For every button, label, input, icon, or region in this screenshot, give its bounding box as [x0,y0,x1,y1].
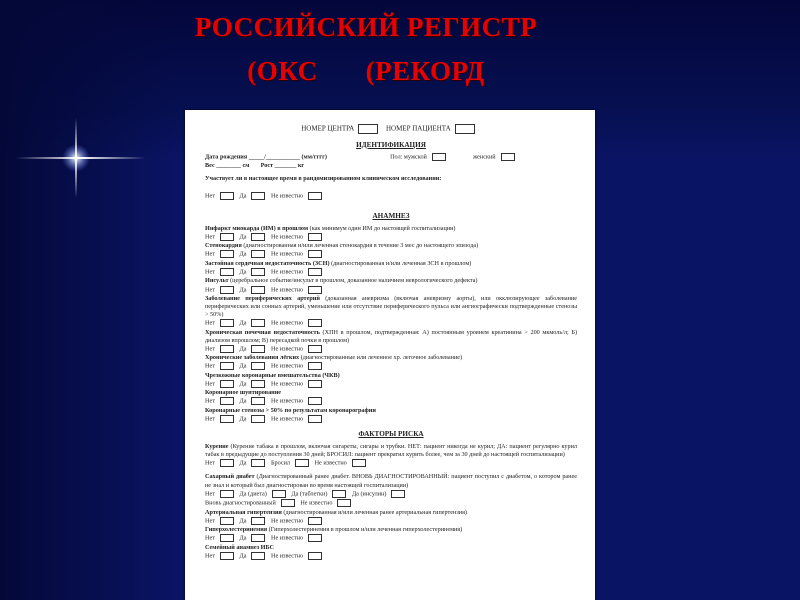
birth-sex-row [205,153,577,161]
family-question: Семейный анамнез ИБС [205,543,274,551]
chf-yes-checkbox[interactable] [251,268,265,276]
cabg-answers: Нет Да Не известно [205,397,577,405]
height-field[interactable]: Рост _______ кг [260,161,305,169]
stenosis-question: Коронарные стенозы > 50% по результатам коронарографии [205,406,376,414]
smoking-no-checkbox[interactable] [220,459,234,467]
stenosis-answers: Нет Да Не известно [205,415,577,423]
pad-question: Заболевание периферических артерий (доказанная аневризма (включая аневризму аорты), или окклюзирующее заболевание периферических или сонных артерий, уменьшение или отсутствие периферического пульса или ангиографически подтвержденные стенозы > 50%) [205,295,577,319]
diabetes-unknown-checkbox[interactable] [337,499,351,507]
slide-title-line2 [0,56,766,87]
cabg-no-checkbox[interactable] [220,397,234,405]
cabg-question: Коронарное шунтирование [205,389,282,397]
diabetes-new-checkbox[interactable] [281,499,295,507]
smoking-question: Курение (Курение табака в прошлом, включая сигареты, сигары и трубки. НЕТ: пациент никогда не курил; ДА: пациент регулярно курил табак в предыдущие до поступления 30 дней; БРОСИЛ: пациент прекратил курить более, чем за 30 дней до настоящей госпитализации) [205,442,577,458]
sex-female-checkbox[interactable] [501,153,515,161]
smoking-yes-checkbox[interactable] [251,459,265,467]
sex-female-label: женский [472,153,496,161]
weight-height-row [205,162,577,170]
angina-yes-checkbox[interactable] [251,250,265,258]
angina-unknown-checkbox[interactable] [308,250,322,258]
smoking-quit-checkbox[interactable] [295,459,309,467]
section-anamnesis: АНАМНЕЗ [372,212,410,221]
copd-question: Хронические заболевания лёгких (диагностированные или леченное хр. легочное заболевание) [205,354,463,362]
sparkle-decoration [16,118,146,198]
sex-male-label: Пол: мужской [390,153,427,161]
ckd-answers: Нет Да Не известно [205,345,577,353]
diabetes-question: Сахарный диабет (Диагностированный ранее диабет. ВНОВЬ ДИАГНОСТИРОВАННЫЙ: пациент поступил с диабетом, о котором ранее не знал и который был диагностирован во время настоящей госпитализации) [205,473,577,489]
stroke-no-checkbox[interactable] [220,286,234,294]
pci-yes-checkbox[interactable] [251,380,265,388]
angina-no-checkbox[interactable] [220,250,234,258]
stenosis-yes-checkbox[interactable] [251,415,265,423]
patient-number-label: НОМЕР ПАЦИЕНТА [385,124,451,133]
pci-unknown-checkbox[interactable] [308,380,322,388]
pad-no-checkbox[interactable] [220,319,234,327]
slide-title-line1: РОССИЙСКИЙ РЕГИСТР [194,12,538,42]
angina-answers: Нет Да Не известно [205,250,577,258]
center-number-label: НОМЕР ЦЕНТРА [301,124,355,133]
stenosis-unknown-checkbox[interactable] [308,415,322,423]
pci-question: Чрезкожные коронарные вмешательства (ЧКВ) [205,371,340,379]
section-identification: ИДЕНТИФИКАЦИЯ [356,141,426,149]
diabetes-answers: Нет Да (диета) Да (таблетки) Да (инсулин) [205,490,577,498]
mi-answers: Нет Да Не известно [205,233,577,241]
birth-date-field[interactable]: Дата рождения _____/___________ (мм/гггг) [205,153,327,161]
stroke-answers: Нет Да Не известно [205,286,577,294]
chf-answers: Нет Да Не известно [205,268,577,276]
htn-yes-checkbox[interactable] [251,517,265,525]
lipid-yes-checkbox[interactable] [251,534,265,542]
scanned-form-document [185,110,595,600]
diabetes-no-checkbox[interactable] [220,490,234,498]
copd-answers: Нет Да Не известно [205,362,577,370]
htn-answers: Нет Да Не известно [205,517,577,525]
lipid-question: Гиперхолестеринемия (Гиперхолестеринемия в прошлом и/или леченная гиперхолестеринемия) [205,526,463,534]
trial-unknown-checkbox[interactable] [308,192,322,200]
htn-unknown-checkbox[interactable] [308,517,322,525]
form-header-ids [205,124,577,134]
mi-unknown-checkbox[interactable] [308,233,322,241]
chf-unknown-checkbox[interactable] [308,268,322,276]
stroke-question: Инсульт (церебральное событие/инсульт в прошлом, доказанное наличием неврологического дефекта) [205,277,478,285]
smoking-unknown-checkbox[interactable] [352,459,366,467]
copd-yes-checkbox[interactable] [251,362,265,370]
htn-no-checkbox[interactable] [220,517,234,525]
chf-question: Застойная сердечная недостаточность (ЗСН) (диагностированная и/или леченная ЗСН в прошлом) [205,259,472,267]
weight-field[interactable]: Вес ________ см [205,161,250,169]
pci-no-checkbox[interactable] [220,380,234,388]
lipid-no-checkbox[interactable] [220,534,234,542]
family-no-checkbox[interactable] [220,552,234,560]
center-number-box[interactable] [358,124,378,134]
title-part-oks: (ОКС [247,56,318,86]
angina-question: Стенокардия (диагностированная и/или леченная стенокардия в течение 3 мес до настоящего эпизода) [205,242,479,250]
cabg-unknown-checkbox[interactable] [308,397,322,405]
trial-answers: Нет Да Не известно [205,192,577,200]
stroke-unknown-checkbox[interactable] [308,286,322,294]
mi-question: Инфаркт миокарда (ИМ) в прошлом (как минимум один ИМ до настоящей госпитализации) [205,224,456,232]
lipid-answers: Нет Да Не известно [205,534,577,542]
patient-number-box[interactable] [455,124,475,134]
pad-answers: Нет Да Не известно [205,319,577,327]
stroke-yes-checkbox[interactable] [251,286,265,294]
mi-yes-checkbox[interactable] [251,233,265,241]
section-risk-factors: ФАКТОРЫ РИСКА [358,430,424,439]
diabetes-tablets-checkbox[interactable] [332,490,346,498]
trial-no-checkbox[interactable] [220,192,234,200]
diabetes-insulin-checkbox[interactable] [391,490,405,498]
pad-unknown-checkbox[interactable] [308,319,322,327]
ckd-no-checkbox[interactable] [220,345,234,353]
ckd-yes-checkbox[interactable] [251,345,265,353]
lipid-unknown-checkbox[interactable] [308,534,322,542]
sex-male-checkbox[interactable] [432,153,446,161]
htn-question: Артериальная гипертензия (диагностированная и/или леченная ранее артериальная гипертензия) [205,508,467,516]
copd-no-checkbox[interactable] [220,362,234,370]
diabetes-diet-checkbox[interactable] [272,490,286,498]
stenosis-no-checkbox[interactable] [220,415,234,423]
chf-no-checkbox[interactable] [220,268,234,276]
family-answers: Нет Да Не известно [205,552,577,560]
smoking-answers: Нет Да Бросил Не известно [205,459,577,467]
pad-yes-checkbox[interactable] [251,319,265,327]
family-yes-checkbox[interactable] [251,552,265,560]
pci-answers: Нет Да Не известно [205,380,577,388]
diabetes-answers-2: Вновь диагностированный Не известно [205,499,577,507]
ckd-question: Хроническая почечная недостаточность (ХПН в прошлом, подтвержденная: А) постоянным уровнем креатинина > 200 мкмоль/л; Б) диализом впрошлом; В) пересадкой почки в прошлом) [205,328,578,344]
trial-yes-checkbox[interactable] [251,192,265,200]
mi-no-checkbox[interactable] [220,233,234,241]
copd-unknown-checkbox[interactable] [308,362,322,370]
ckd-unknown-checkbox[interactable] [308,345,322,353]
title-part-rekord: (РЕКОРД [365,56,485,86]
left-shadow [0,0,180,600]
cabg-yes-checkbox[interactable] [251,397,265,405]
family-unknown-checkbox[interactable] [308,552,322,560]
trial-question: Участвует ли в настоящее время в рандомизированном клиническом исследовании: [205,174,442,182]
